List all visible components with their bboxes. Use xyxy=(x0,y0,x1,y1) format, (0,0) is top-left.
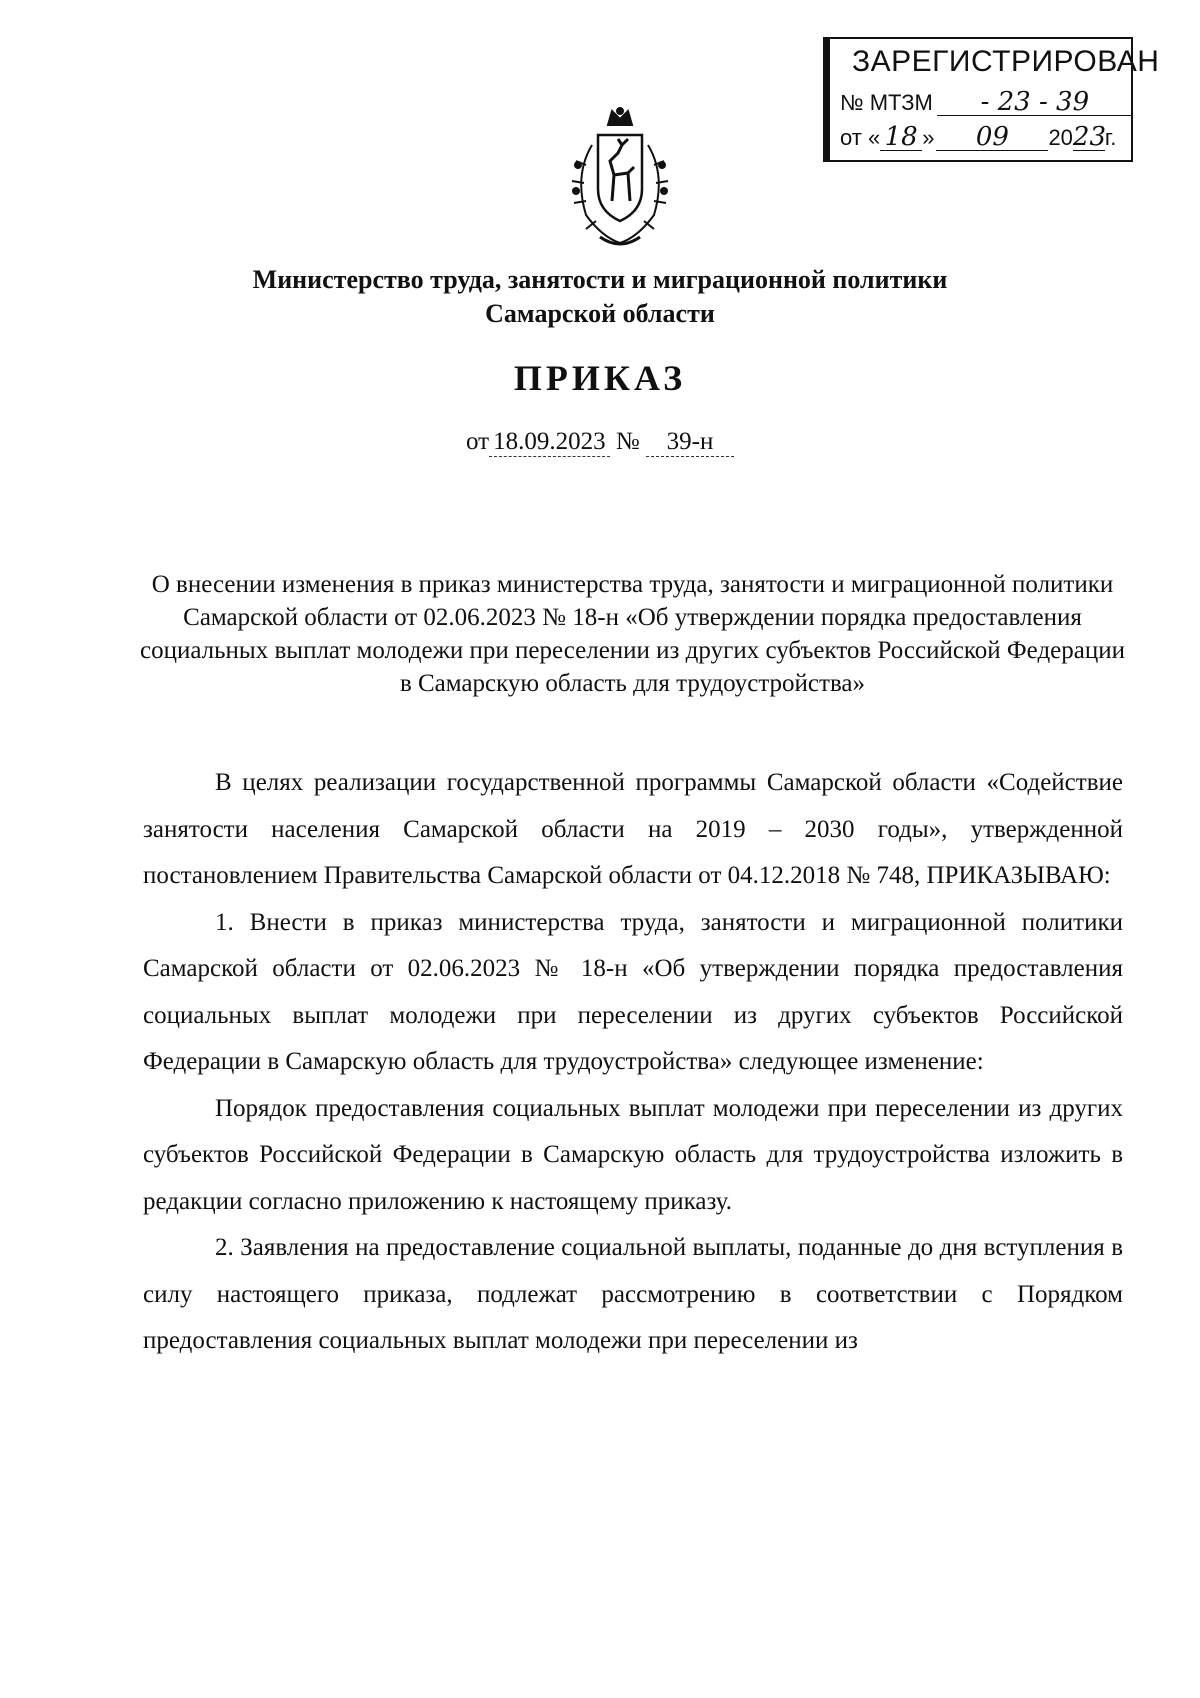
stamp-date-mid: » xyxy=(922,125,935,150)
stamp-date-year: 23 xyxy=(1072,122,1107,152)
number-prefix: № xyxy=(615,428,640,455)
stamp-year-prefix: 20 xyxy=(1048,125,1073,150)
stamp-date-prefix: от « xyxy=(840,125,881,150)
ministry-line-2: Самарской области xyxy=(485,299,715,328)
document-body xyxy=(143,760,1123,1365)
body-paragraph: 1. Внести в приказ министерства труда, занятости и миграционной политики Самарской области от 02.06.2023 № 18-н «Об утверждении порядка предоставления социальных выплат молодежи при переселении из других субъектов Российской Федерации в Самарскую область для трудоустройства» следующее изменение: xyxy=(143,908,1123,1075)
ministry-name xyxy=(0,263,1200,331)
document-number: 39-н xyxy=(646,428,734,457)
stamp-registration-row xyxy=(840,89,1133,116)
stamp-reg-prefix: № МТЗМ xyxy=(840,90,933,115)
stamp-year-suffix: г. xyxy=(1104,125,1117,150)
document-date-number xyxy=(0,428,1200,457)
document-subject: О внесении изменения в приказ министерства труда, занятости и миграционной политики Самарской области от 02.06.2023 № 18-н «Об утверждении порядка предоставления социальных выплат молодежи при переселении из других субъектов Российской Федерации в Самарскую область для трудоустройства» xyxy=(140,571,1125,697)
document-date: 18.09.2023 xyxy=(489,428,610,457)
date-prefix: от xyxy=(466,428,490,455)
stamp-date-day: 18 xyxy=(880,124,922,151)
stamp-reg-number: - 23 - 39 xyxy=(937,89,1133,116)
body-paragraph: В целях реализации государственной программы Самарской области «Содействие занятости населения Самарской области на 2019 – 2030 годы», утвержденной постановлением Правительства Самарской области от 04.12.2018 № 748, ПРИКАЗЫВАЮ: xyxy=(143,769,1123,889)
stamp-date-month: 09 xyxy=(936,124,1048,151)
document-type: ПРИКАЗ xyxy=(513,358,687,398)
samara-coat-of-arms-icon xyxy=(556,105,684,253)
body-paragraph: Порядок предоставления социальных выплат молодежи при переселении из других субъектов Российской Федерации в Самарскую область для трудоустройства изложить в редакции согласно приложению к настоящему приказу. xyxy=(143,1094,1123,1215)
stamp-date-row xyxy=(840,124,1116,151)
body-paragraph: 2. Заявления на предоставление социальной выплаты, поданные до дня вступления в силу настоящего приказа, подлежат рассмотрению в соответствии с Порядком предоставления социальных выплат молодежи при переселении из xyxy=(143,1234,1123,1354)
stamp-title: ЗАРЕГИСТРИРОВАН xyxy=(852,45,1160,78)
ministry-line-1: Министерство труда, занятости и миграционной политики xyxy=(252,265,948,294)
registration-stamp xyxy=(823,37,1160,162)
